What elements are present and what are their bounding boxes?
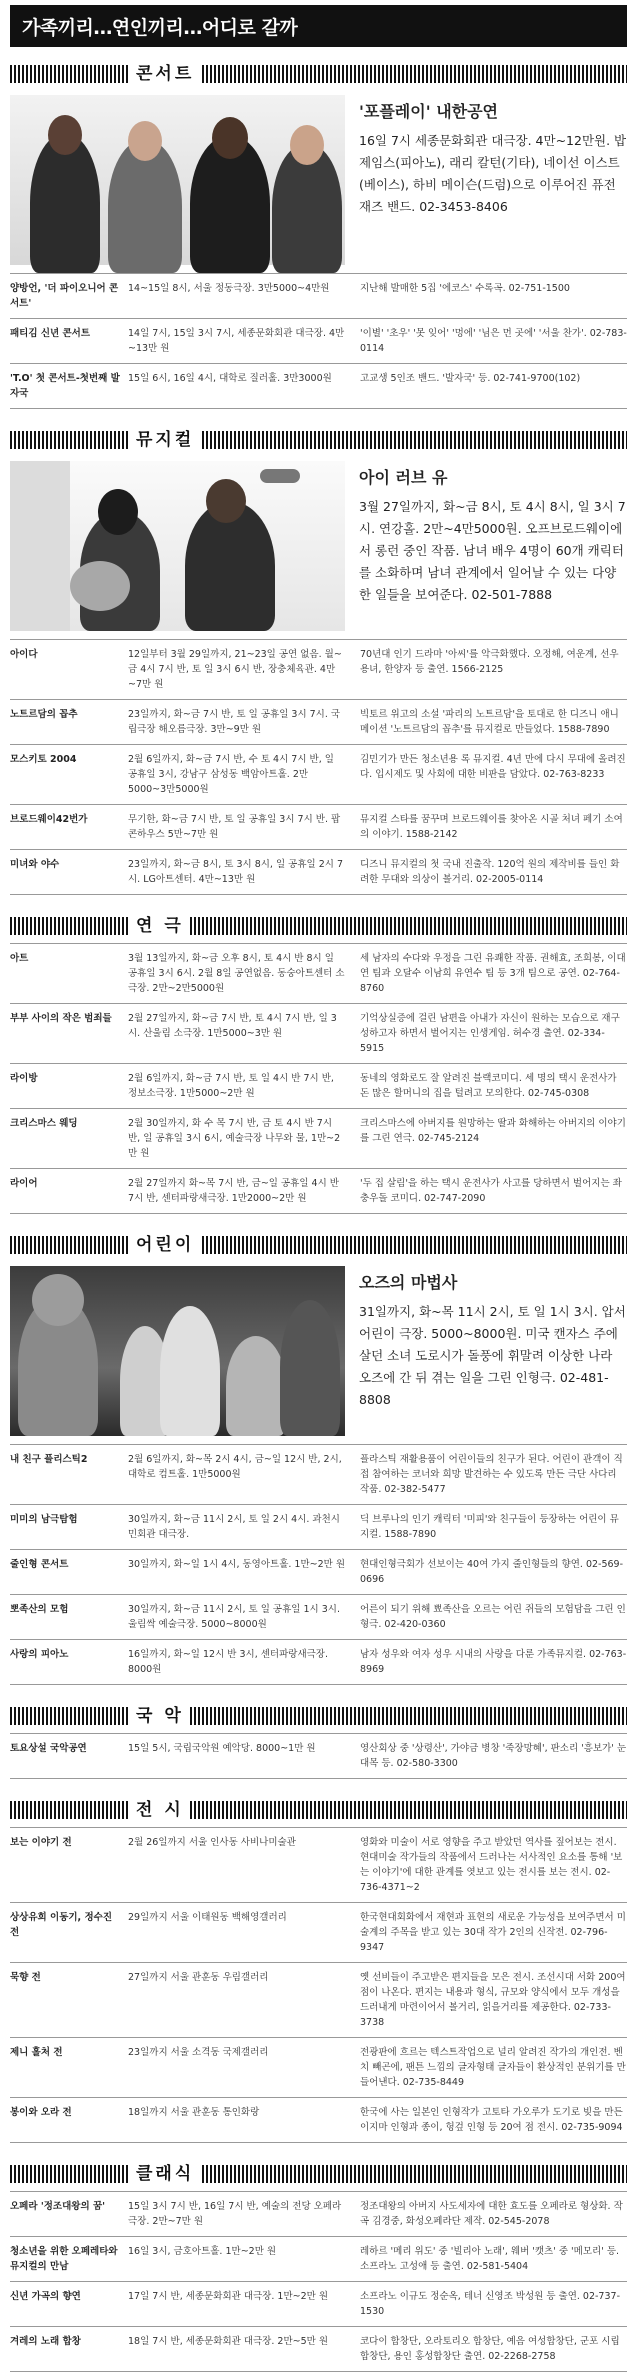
listing-desc: 크리스마스에 아버지를 원망하는 딸과 화해하는 아버지의 이야기를 그린 연극. 02-745-2124 (360, 1118, 626, 1144)
listing-table-classic (10, 2191, 627, 2372)
listing-desc: 옛 선비들이 주고받은 편지들을 모은 전시. 조선시대 서화 200여 점이 나온다. 편지는 내용과 형식, 규모와 양식에서 모두 개성을 드러내게 마련이어서 볼거리, 읽을거리를 제공한다. 02-733-3738 (360, 1972, 626, 2028)
listing-desc: 동네의 영화로도 잘 알려진 블랙코미디. 세 명의 택시 운전사가 돈 많은 할머니의 집을 털려고 모의한다. 02-745-0308 (360, 1073, 617, 1099)
listing-row (10, 2098, 627, 2143)
listing-desc: 디즈니 뮤지컬의 첫 국내 진출작. 120억 원의 제작비를 들인 화려한 무대와 의상이 볼거리. 02-2005-0114 (360, 859, 620, 885)
page-banner (10, 5, 627, 47)
listing-name: 봉이와 오라 전 (10, 2107, 72, 2118)
listing-row (10, 364, 627, 409)
listing-desc: 영산회상 중 '상령산', 가야금 병창 '죽장망혜', 판소리 '흥보가' 눈대목 등. 02-580-3300 (360, 1743, 627, 1769)
concert-photo (10, 95, 345, 265)
listing-name: 라이어 (10, 1178, 38, 1189)
listing-desc: 뮤지컬 스타를 꿈꾸며 브로드웨이를 찾아온 시골 처녀 페기 소여의 이야기. 1588-2142 (360, 814, 623, 840)
listing-info: 15일 3시 7시 반, 16일 7시 반, 예술의 전당 오페라극장. 2만~7만 원 (128, 2201, 342, 2227)
listing-name: 줄인형 콘서트 (10, 1559, 69, 1570)
listing-name: 부부 사이의 작은 범죄들 (10, 1013, 112, 1024)
listing-desc: 플라스틱 재활용품이 어린이들의 친구가 된다. 어린이 관객이 직접 참여하는 코너와 희망 발견하는 수 있도록 만든 극단 사다리 작품. 02-382-5477 (360, 1454, 623, 1495)
listing-info: 23일까지 서울 소격동 국제갤러리 (128, 2047, 269, 2058)
listing-row (10, 2237, 627, 2282)
listing-row (10, 2038, 627, 2098)
section-header-theater (10, 917, 627, 935)
listing-row (10, 1064, 627, 1109)
listing-row (10, 805, 627, 850)
listing-name: 제니 홀처 전 (10, 2047, 63, 2058)
listing-info: 27일까지 서울 관훈동 우림갤러리 (128, 1972, 269, 1983)
listing-name: 겨레의 노래 합창 (10, 2336, 81, 2347)
listing-name: 양방언, '더 파이오니어 콘서트' (10, 283, 119, 309)
feature-text (345, 1266, 627, 1436)
listing-row (10, 1550, 627, 1595)
listing-desc: 레하르 '메리 위도' 중 '빌리아 노래', 웨버 '캣츠' 중 '메모리' 등. 소프라노 고성애 등 출연. 02-581-5404 (360, 2246, 620, 2272)
feature-desc: 16일 7시 세종문화회관 대극장. 4만~12만원. 밥 제임스(피아노), 래리 칼턴(기타), 네이선 이스트(베이스), 하비 메이슨(드럼)으로 이루어진 퓨전재즈 밴드. 02-3453-8406 (359, 133, 627, 214)
listing-name: 상상유희 이동기, 정수진 전 (10, 1912, 112, 1938)
listing-info: 12일부터 3월 29일까지, 21~23일 공연 없음. 월~금 4시 7시 반, 토 일 3시 6시 반, 장충체육관. 4만~7만 원 (128, 649, 342, 690)
listing-desc: 코다이 합창단, 오라토리오 합창단, 예음 여성합창단, 군포 시립합창단, 용인 홍성합창단 출연. 02-2268-2758 (360, 2336, 620, 2362)
banner-title: 가족끼리…연인끼리…어디로 갈까 (22, 16, 298, 39)
listing-row (10, 1505, 627, 1550)
listing-row (10, 319, 627, 364)
section-header-gugak (10, 1707, 627, 1725)
listing-name: 브로드웨이42번가 (10, 814, 88, 825)
section-header-kids (10, 1236, 627, 1254)
listing-row (10, 274, 627, 319)
listing-name: 내 친구 플리스틱2 (10, 1454, 88, 1465)
listing-row (10, 745, 627, 805)
listing-info: 23일까지, 화~금 7시 반, 토 일 공휴일 3시 7시. 국립극장 해오름극장. 3만~9만 원 (128, 709, 341, 735)
listing-table-concert (10, 273, 627, 409)
listing-row (10, 1640, 627, 1685)
listing-row (10, 1445, 627, 1505)
feature-title: '포플레이' 내한공연 (359, 102, 499, 121)
listing-table-gugak (10, 1733, 627, 1779)
listing-desc: 70년대 인기 드라마 '아씨'를 악극화했다. 오정해, 여운계, 선우용녀, 한양자 등 출연. 1566-2125 (360, 649, 619, 675)
listing-row (10, 640, 627, 700)
section-label: 콘서트 (130, 63, 200, 85)
feature-desc: 3월 27일까지, 화~금 8시, 토 4시 8시, 일 3시 7시. 연강홀. 2만~4만5000원. 오프브로드웨이에서 롱런 중인 작품. 남녀 배우 4명이 60개 캐릭터를 소화하며 남녀 관계에서 일어날 수 있는 다양한 일들을 보여준다. 02-501-7888 (359, 499, 626, 602)
listing-name: 크리스마스 웨딩 (10, 1118, 78, 1129)
listing-desc: 한국현대회화에서 재현과 표현의 새로운 가능성을 보여주면서 미술계의 주목을 받고 있는 30대 작가 2인의 신작전. 02-796-9347 (360, 1912, 626, 1953)
listing-info: 무기한, 화~금 7시 반, 토 일 공휴일 3시 7시 반. 팝콘하우스 5만~7만 원 (128, 814, 341, 840)
section-header-concert (10, 65, 627, 83)
section-label: 어린이 (130, 1234, 200, 1256)
listing-info: 16일 3시, 금호아트홀. 1만~2만 원 (128, 2246, 277, 2257)
listing-table-musical (10, 639, 627, 895)
listing-name: 토요상설 국악공연 (10, 1743, 87, 1754)
listing-desc: 세 남자의 수다와 우정을 그린 유쾌한 작품. 권해효, 조희봉, 이대연 팀과 오달수 이남희 유연수 팀 등 3개 팀으로 공연. 02-764-8760 (360, 953, 626, 994)
header-stripe (10, 2165, 627, 2183)
listing-desc: 김민기가 만든 청소년용 록 뮤지컬. 4년 만에 다시 무대에 올려진다. 입시제도 및 사회에 대한 비판을 담았다. 02-763-8233 (360, 754, 626, 780)
listing-name: 아트 (10, 953, 29, 964)
page (0, 5, 637, 2362)
listing-info: 18일 7시 반, 세종문화회관 대극장. 2만~5만 원 (128, 2336, 328, 2347)
listing-name: 오페라 '정조대왕의 꿈' (10, 2201, 106, 2212)
listing-row (10, 1903, 627, 1963)
feature-title: 오즈의 마법사 (359, 1273, 458, 1292)
listing-desc: 현대인형극회가 선보이는 40여 가지 줄인형들의 향연. 02-569-0696 (360, 1559, 624, 1585)
listing-table-kids (10, 1444, 627, 1685)
listing-info: 2월 6일까지, 화~금 7시 반, 토 일 4시 반 7시 반, 정보소극장. 1만5000~2만 원 (128, 1073, 334, 1099)
listing-row (10, 1828, 627, 1903)
listing-row (10, 1109, 627, 1169)
listing-info: 15일 6시, 16일 4시, 대학로 질러홀. 3만3000원 (128, 373, 332, 384)
listing-desc: 전광판에 흐르는 텍스트작업으로 널리 알려진 작가의 개인전. 벤치 빼곤에, 팬튼 느낌의 글자형태 글자들이 환상적인 분위기를 만들어낸다. 02-735-8449 (360, 2047, 626, 2088)
listing-table-theater (10, 943, 627, 1214)
listing-info: 2월 26일까지 서울 인사동 사비나미술관 (128, 1837, 296, 1848)
section-header-exhibition (10, 1801, 627, 1819)
listing-name: 아이다 (10, 649, 38, 660)
kids-photo (10, 1266, 345, 1436)
musical-photo (10, 461, 345, 631)
listing-name: 보는 이야기 전 (10, 1837, 72, 1848)
listing-info: 2월 30일까지, 화 수 목 7시 반, 금 토 4시 반 7시 반, 일 공휴일 3시 6시, 예술극장 나무와 물, 1만~2만 원 (128, 1118, 341, 1159)
listing-name: 'T.O' 첫 콘서트-첫번째 발자국 (10, 373, 120, 399)
listing-row (10, 2192, 627, 2237)
feature-musical (10, 461, 627, 631)
listing-info: 18일까지 서울 관훈동 통인화랑 (128, 2107, 260, 2118)
header-stripe (10, 65, 627, 83)
feature-text (345, 461, 627, 631)
section-label: 뮤지컬 (130, 429, 200, 451)
listing-name: 묵향 전 (10, 1972, 41, 1983)
section-label: 국 악 (130, 1705, 190, 1727)
listing-info: 30일까지, 화~금 11시 2시, 토 일 2시 4시. 과천시민회관 대극장. (128, 1514, 340, 1540)
listing-name: 라이방 (10, 1073, 38, 1084)
section-header-classic (10, 2165, 627, 2183)
listing-info: 17일 7시 반, 세종문화회관 대극장. 1만~2만 원 (128, 2291, 328, 2302)
listing-name: 청소년을 위한 오페레타와 뮤지컬의 만남 (10, 2246, 118, 2272)
header-stripe (10, 917, 627, 935)
listing-table-exhibition (10, 1827, 627, 2143)
listing-desc: 영화와 미술이 서로 영향을 주고 받았던 역사를 짚어보는 전시. 현대미술 작가들의 작품에서 드러나는 서사적인 요소를 통해 '보는 이야기'에 대한 관계를 엿보고 있는 전시를 보는 전시. 02-736-4371~2 (360, 1837, 623, 1893)
listing-row (10, 2327, 627, 2372)
listing-desc: 고교생 5인조 밴드. '발자국' 등. 02-741-9700(102) (360, 373, 581, 384)
listing-desc: '두 집 살림'을 하는 택시 운전사가 사고를 당하면서 벌어지는 좌충우돌 코미디. 02-747-2090 (360, 1178, 622, 1204)
listing-name: 미미의 남극탐험 (10, 1514, 78, 1525)
listing-desc: 빅토르 위고의 소설 '파리의 노트르담'을 토대로 한 디즈니 애니메이션 '노트르담의 꼽추'를 뮤지컬로 만들었다. 1588-7890 (360, 709, 619, 735)
listing-info: 29일까지 서울 이태원동 백해영갤러리 (128, 1912, 287, 1923)
listing-desc: 지난해 발매한 5집 '에코스' 수록곡. 02-751-1500 (360, 283, 570, 294)
section-header-musical (10, 431, 627, 449)
header-stripe (10, 431, 627, 449)
section-label: 전 시 (130, 1799, 190, 1821)
header-stripe (10, 1707, 627, 1725)
listing-info: 30일까지, 화~일 1시 4시, 동영아트홀. 1만~2만 원 (128, 1559, 346, 1570)
listing-info: 14~15일 8시, 서울 정동극장. 3만5000~4만원 (128, 283, 330, 294)
listing-name: 모스키토 2004 (10, 754, 77, 765)
listing-row (10, 2282, 627, 2327)
listing-info: 3월 13일까지, 화~금 오후 8시, 토 4시 반 8시 일 공휴일 3시 6시. 2월 8일 공연없음. 동숭아트센터 소극장. 2만~2만5000원 (128, 953, 345, 994)
feature-text (345, 95, 627, 265)
listing-info: 2월 27일까지, 화~금 7시 반, 토 4시 7시 반, 일 3시. 산울림 소극장. 1만5000~3만 원 (128, 1013, 337, 1039)
feature-concert (10, 95, 627, 265)
listing-info: 23일까지, 화~금 8시, 토 3시 8시, 일 공휴일 2시 7시. LG아트센터. 4만~13만 원 (128, 859, 343, 885)
listing-name: 패티김 신년 콘서트 (10, 328, 91, 339)
listing-row (10, 1169, 627, 1214)
header-stripe (10, 1236, 627, 1254)
listing-desc: 한국에 사는 일본인 인형작가 고토타 가오루가 도기로 빚을 만든 이지마 인형과 종이, 헝겊 인형 등 20여 점 전시. 02-735-9094 (360, 2107, 623, 2133)
listing-info: 15일 5시, 국립국악원 예악당. 8000~1만 원 (128, 1743, 316, 1754)
listing-desc: 기억상실증에 걸린 남편을 아내가 자신이 원하는 모습으로 재구성하고자 하면서 벌어지는 인생게임. 허수경 출연. 02-334-5915 (360, 1013, 620, 1054)
listing-row (10, 1595, 627, 1640)
listing-desc: 남자 성우와 여자 성우 시내의 사랑을 다룬 가족뮤지컬. 02-763-8969 (360, 1649, 627, 1675)
listing-info: 2월 6일까지, 화~금 7시 반, 수 토 4시 7시 반, 일 공휴일 3시, 강남구 삼성동 백암아트홀. 2만5000~3만5000원 (128, 754, 334, 795)
feature-desc: 31일까지, 화~목 11시 2시, 토 일 1시 3시. 압서어린이 극장. 5000~8000원. 미국 캔자스 주에 살던 소녀 도로시가 돌풍에 휘말려 이상한 나라 오즈에 간 뒤 겪는 일을 그린 인형극. 02-481-8808 (359, 1304, 626, 1407)
listing-name: 미녀와 야수 (10, 859, 60, 870)
header-stripe (10, 1801, 627, 1819)
listing-row (10, 944, 627, 1004)
listing-info: 14일 7시, 15일 3시 7시, 세종문화회관 대극장. 4만~13만 원 (128, 328, 345, 354)
listing-info: 2월 27일까지 화~목 7시 반, 금~일 공휴일 4시 반 7시 반, 센터파랑새극장. 1만2000~2만 원 (128, 1178, 339, 1204)
listing-desc: 소프라노 이규도 정순옥, 테너 신영조 박성원 등 출연. 02-737-1530 (360, 2291, 620, 2317)
listing-name: 노트르담의 꼽추 (10, 709, 78, 720)
listing-desc: 딕 브루나의 인기 캐릭터 '미피'와 친구들이 등장하는 어린이 뮤지컬. 1588-7890 (360, 1514, 619, 1540)
listing-info: 2월 6일까지, 화~목 2시 4시, 금~일 12시 반, 2시, 대학로 컴트홀. 1만5000원 (128, 1454, 342, 1480)
listing-info: 16일까지, 화~일 12시 반 3시, 센터파랑새극장. 8000원 (128, 1649, 328, 1675)
listing-row (10, 700, 627, 745)
feature-kids (10, 1266, 627, 1436)
listing-name: 신년 가곡의 향연 (10, 2291, 81, 2302)
listing-desc: 정조대왕의 아버지 사도세자에 대한 효도를 오페라로 형상화. 작곡 김경중, 화성오페라단 제작. 02-545-2078 (360, 2201, 623, 2227)
listing-name: 뽀족산의 모험 (10, 1604, 69, 1615)
feature-title: 아이 러브 유 (359, 468, 448, 487)
listing-row (10, 850, 627, 895)
listing-row (10, 1004, 627, 1064)
listing-name: 사랑의 피아노 (10, 1649, 69, 1660)
section-label: 클래식 (130, 2163, 200, 2185)
listing-info: 30일까지, 화~금 11시 2시, 토 일 공휴일 1시 3시. 울림싹 예술극장. 5000~8000원 (128, 1604, 340, 1630)
listing-row (10, 1734, 627, 1779)
section-label: 연 극 (130, 915, 190, 937)
listing-desc: '이별' '초우' '못 잊어' '멍에' '님은 먼 곳에' '서울 찬가'. 02-783-0114 (360, 328, 627, 354)
listing-row (10, 1963, 627, 2038)
listing-desc: 어른이 되기 위해 뾰족산을 오르는 어린 쥐들의 모험담을 그린 인형극. 02-420-0360 (360, 1604, 626, 1630)
